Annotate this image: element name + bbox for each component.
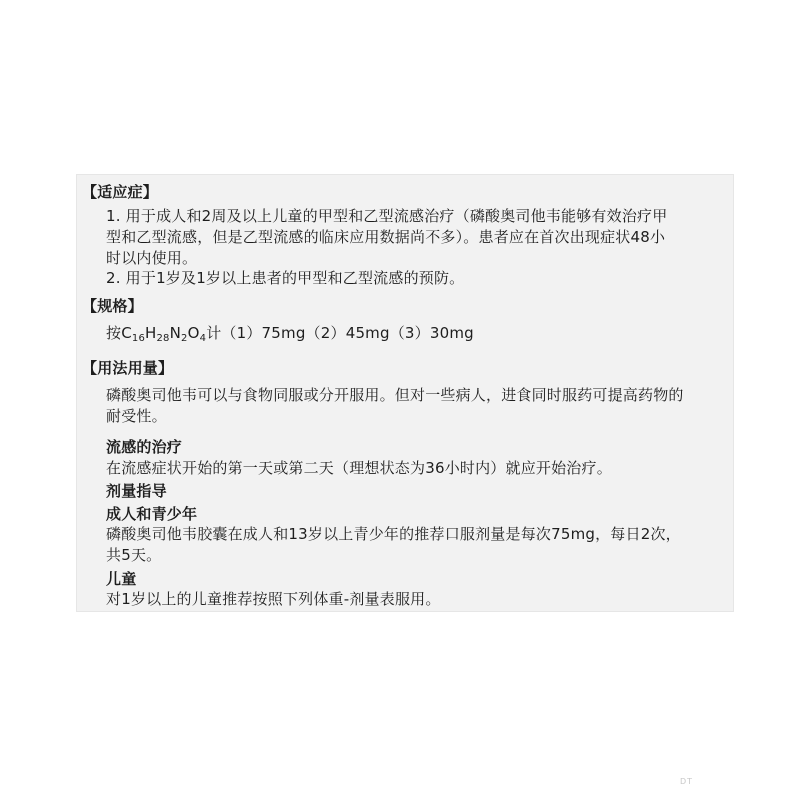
dosage-intro-line-1: 磷酸奥司他韦可以与食物同服或分开服用。但对一些病人，进食同时服药可提高药物的 — [106, 386, 684, 404]
indication-item-1-line-3: 时以内使用。 — [106, 249, 198, 267]
indication-item-1-line-2: 型和乙型流感，但是乙型流感的临床应用数据尚不多）。患者应在首次出现症状48小 — [106, 228, 666, 246]
indication-item-2: 2. 用于1岁及1岁以上患者的甲型和乙型流感的预防。 — [106, 269, 465, 287]
children-title: 儿童 — [106, 570, 137, 588]
treatment-title: 流感的治疗 — [106, 438, 183, 456]
adults-text-line-2: 共5天。 — [106, 546, 162, 564]
spec-prefix: 按 — [106, 324, 122, 342]
formula-n-count: 2 — [181, 333, 188, 344]
adults-text-line-1: 磷酸奥司他韦胶囊在成人和13岁以上青少年的推荐口服剂量是每次75mg，每日2次， — [106, 525, 681, 543]
guidance-title: 剂量指导 — [106, 482, 167, 500]
formula-c: C — [121, 324, 132, 342]
spec-suffix: 计（1）75mg（2）45mg（3）30mg — [206, 324, 474, 342]
treatment-text: 在流感症状开始的第一天或第二天（理想状态为36小时内）就应开始治疗。 — [106, 459, 612, 477]
formula-o-count: 4 — [199, 333, 207, 344]
indication-item-1-line-1: 1. 用于成人和2周及以上儿童的甲型和乙型流感治疗（磷酸奥司他韦能够有效治疗甲 — [106, 207, 668, 225]
indications-heading: 【适应症】 — [82, 183, 159, 201]
watermark: DT — [680, 777, 694, 786]
formula-h-count: 28 — [156, 333, 170, 344]
formula-n: N — [169, 324, 182, 342]
formula-c-count: 16 — [131, 333, 146, 344]
specification-heading: 【规格】 — [82, 297, 143, 315]
specification-text — [106, 323, 474, 343]
formula-o: O — [187, 324, 200, 342]
formula-h: H — [145, 324, 157, 342]
children-text: 对1岁以上的儿童推荐按照下列体重-剂量表服用。 — [106, 590, 441, 608]
dosage-heading: 【用法用量】 — [82, 359, 174, 377]
dosage-intro-line-2: 耐受性。 — [106, 407, 167, 425]
leaflet-paper — [76, 174, 734, 612]
adults-title: 成人和青少年 — [106, 505, 198, 523]
